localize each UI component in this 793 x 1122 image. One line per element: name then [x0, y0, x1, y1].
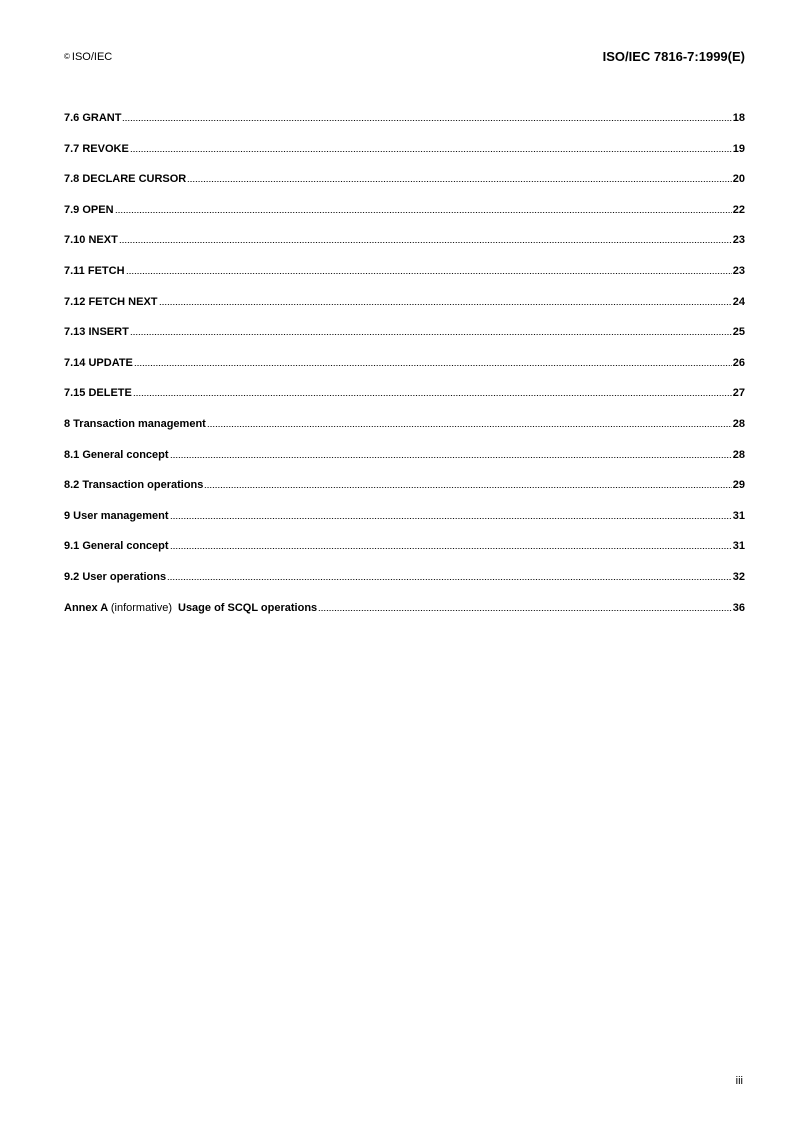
toc-dot-leader [134, 356, 732, 367]
toc-dot-leader [170, 539, 732, 550]
toc-entry-8-2[interactable] [64, 478, 745, 509]
toc-entry-page: 24 [732, 295, 745, 308]
toc-entry-9-2[interactable] [64, 570, 745, 601]
toc-entry-title: 7.9 OPEN [64, 203, 114, 216]
toc-entry-page: 29 [732, 479, 745, 492]
toc-entry-page: 26 [732, 356, 745, 369]
toc-dot-leader [130, 325, 732, 336]
toc-entry-7-11[interactable] [64, 264, 745, 295]
toc-entry-title: 9.2 User operations [64, 570, 167, 583]
toc-dot-leader [167, 570, 732, 581]
toc-entry-title: 9 User management [64, 509, 169, 522]
toc-entry-page: 18 [732, 112, 745, 124]
toc-dot-leader [204, 478, 731, 489]
toc-dot-leader [170, 509, 732, 520]
toc-entry-page: 20 [732, 173, 745, 186]
toc-dot-leader [159, 295, 732, 306]
toc-entry-page: 31 [732, 540, 745, 553]
toc-entry-page: 28 [732, 417, 745, 430]
annex-title: Usage of SCQL operations [178, 601, 318, 614]
toc-entry-7-8[interactable] [64, 172, 745, 203]
toc-dot-leader [126, 264, 732, 275]
toc-dot-leader [170, 448, 732, 459]
annex-qualifier: (informative) [110, 601, 172, 614]
toc-entry-7-13[interactable] [64, 325, 745, 356]
toc-entry-annex-a[interactable] [64, 601, 745, 632]
toc-entry-title: 8.2 Transaction operations [64, 479, 204, 492]
toc-dot-leader [115, 203, 732, 214]
toc-entry-title [64, 601, 317, 615]
toc-entry-title: 7.11 FETCH [64, 264, 125, 277]
toc-entry-7-6[interactable] [64, 111, 745, 142]
toc-entry-7-10[interactable] [64, 233, 745, 264]
toc-entry-title: 8 Transaction management [64, 417, 206, 430]
toc-entry-title: 8.1 General concept [64, 448, 169, 461]
toc-entry-page: 32 [732, 570, 745, 583]
toc-entry-page: 23 [732, 234, 745, 247]
toc-entry-page: 19 [732, 142, 745, 155]
toc-entry-title: 7.6 GRANT [64, 112, 122, 124]
toc-entry-page: 27 [732, 387, 745, 400]
toc-entry-title: 7.8 DECLARE CURSOR [64, 173, 187, 186]
toc-entry-8-1[interactable] [64, 448, 745, 479]
toc-entry-title: 7.10 NEXT [64, 234, 118, 247]
toc-entry-title: 7.7 REVOKE [64, 142, 129, 155]
toc-entry-9-1[interactable] [64, 539, 745, 570]
toc-entry-title: 7.15 DELETE [64, 387, 132, 400]
toc-entry-title: 7.12 FETCH NEXT [64, 295, 158, 308]
toc-dot-leader [187, 172, 732, 183]
toc-entry-7-9[interactable] [64, 203, 745, 234]
toc-entry-8[interactable] [64, 417, 745, 448]
toc-entry-7-15[interactable] [64, 386, 745, 417]
toc-entry-7-12[interactable] [64, 295, 745, 326]
annex-label: Annex A [64, 601, 108, 614]
toc-entry-page: 36 [732, 601, 745, 614]
toc-entry-7-7[interactable] [64, 142, 745, 173]
toc-entry-page: 31 [732, 509, 745, 522]
copyright-notice [64, 50, 112, 64]
page-number: iii [735, 1075, 743, 1087]
toc-dot-leader [119, 233, 732, 244]
toc-dot-leader [318, 601, 732, 612]
copyright-symbol: © [64, 52, 70, 61]
toc-entry-page: 25 [732, 326, 745, 339]
toc-dot-leader [207, 417, 732, 428]
toc-entry-title: 9.1 General concept [64, 540, 169, 553]
toc-entry-title: 7.13 INSERT [64, 326, 129, 339]
copyright-holder: ISO/IEC [71, 51, 113, 63]
toc-entry-page: 22 [732, 203, 745, 216]
toc-entry-9[interactable] [64, 509, 745, 540]
document-identifier: ISO/IEC 7816-7:1999(E) [602, 49, 745, 64]
toc-dot-leader [122, 111, 731, 122]
toc-entry-7-14[interactable] [64, 356, 745, 387]
toc-entry-title: 7.14 UPDATE [64, 356, 133, 369]
toc-entry-page: 28 [732, 448, 745, 461]
table-of-contents [64, 111, 745, 631]
toc-dot-leader [130, 142, 732, 153]
toc-entry-page: 23 [732, 264, 745, 277]
toc-dot-leader [133, 386, 732, 397]
